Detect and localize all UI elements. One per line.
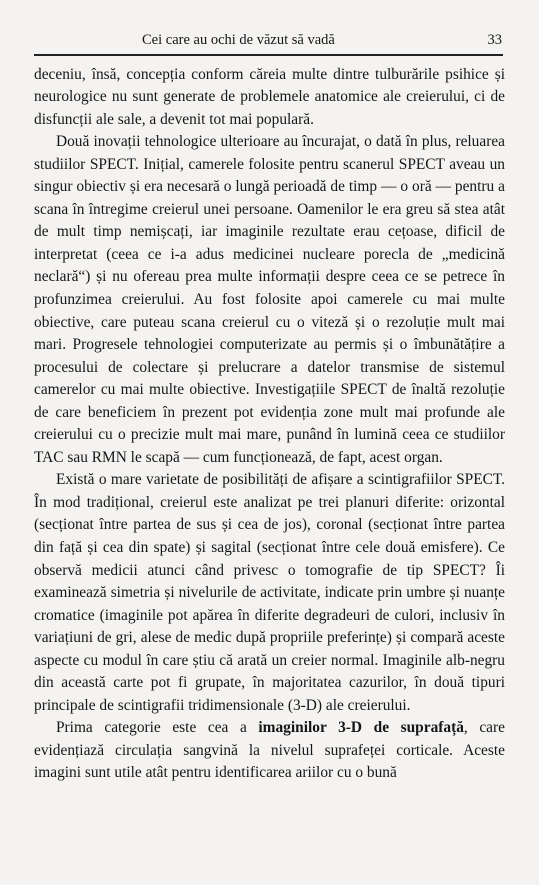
paragraph-spect-display	[34, 469, 505, 717]
paragraph-text-after: , care evidențiază circulația sangvină la nivelul suprafeței corticale. Aceste imagini sunt utile atât pentru identificarea ariilor cu o bună	[34, 719, 505, 782]
paragraph-text: Două inovații tehnologice ulterioare au încurajat, o dată în plus, reluarea studiilor SPECT. Inițial, camerele folosite pentru scanerul SPECT aveau un singur obiectiv și era necesară o lungă perioadă de timp — o oră — pentru a scana în întregime creierul unei persoane. Oamenilor le era greu să stea atât de mult timp nemișcați, iar imaginile rezultate erau cețoase, dificil de interpretat (ceea ce i-a adus medicinei nucleare porecla de „medicină neclară“) și nu ofereau prea multe informații despre ceea ce se petrece în profunzimea creierului. Au fost folosite apoi camerele cu mai multe obiective, care puteau scana creierul cu o viteză și o rezoluție mult mai mari. Progresele tehnologiei computerizate au permis și o îmbunătățire a procesului de colectare și prelucrare a datelor transmise de sistemul camerelor cu mai multe obiective. Investigațiile SPECT de înaltă rezoluție de care beneficiem în prezent pot evidenția zone mult mai profunde ale creierului cu o precizie mult mai mare, punând în lumină ceea ce studiilor TAC sau RMN le scapă — cum funcționează, de fapt, acest organ.	[34, 133, 505, 466]
paragraph-surface-images	[34, 717, 505, 785]
paragraph-text-before: Prima categorie este cea a	[56, 719, 259, 737]
running-head	[34, 28, 505, 52]
page-number: 33	[487, 32, 502, 48]
running-title: Cei care au ochi de văzut să vadă	[142, 32, 335, 48]
paragraph-text: Există o mare varietate de posibilități de afișare a scintigrafiilor SPECT. În mod tradițional, creierul este analizat pe trei planuri diferite: orizontal (secționat între partea de sus și cea de jos), coronal (secționat între partea din față și cea din spate) și sagital (secționat între cele două emisfere). Ce observă medicii atunci când privesc o tomografie de tip SPECT? Îi examinează simetria și nivelurile de activitate, indicate prin umbre și nuanțe cromatice (imaginile pot apărea în diferite degradeuri de culori, inclusiv în variațiuni de gri, alese de medic după propriile preferințe) și compară aceste aspecte cu modul în care știu că arată un creier normal. Imaginile alb-negru din această carte pot fi grupate, în majoritatea cazurilor, în două tipuri principale de scintigrafii tridimensionale (3-D) ale creierului.	[34, 471, 505, 714]
bold-term: imaginilor 3-D de suprafață	[258, 719, 464, 737]
paragraph-spect-innovations	[34, 131, 505, 469]
header-rule	[34, 54, 503, 56]
paragraph-text: deceniu, însă, concepția conform căreia multe dintre tulburările psihice și neurologice nu sunt generate de problemele anatomice ale creierului, ci de disfuncții ale sale, a devenit tot mai populară.	[34, 65, 505, 128]
paragraph-continuation	[34, 64, 505, 132]
